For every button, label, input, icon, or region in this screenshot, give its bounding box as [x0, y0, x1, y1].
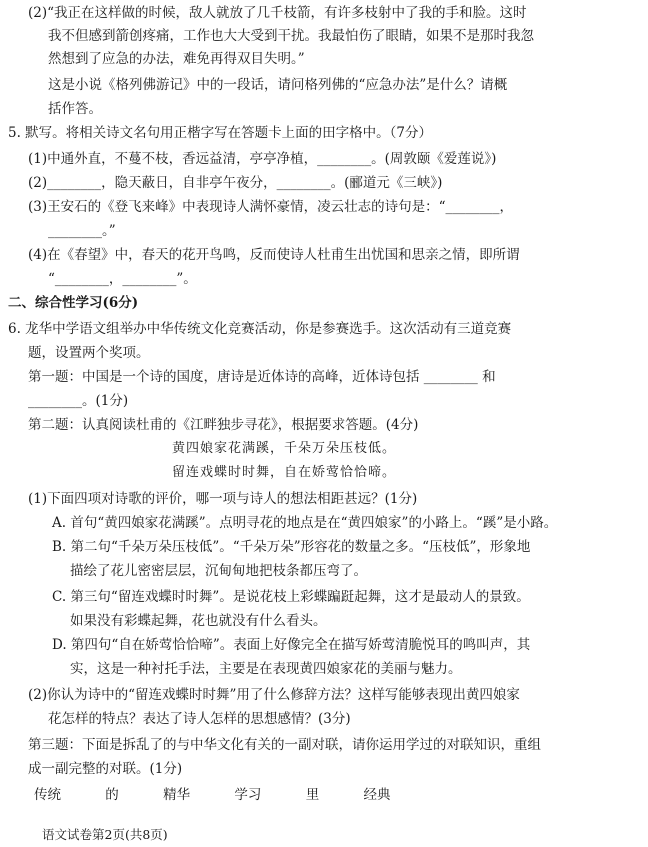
text-line: 6. 龙华中学语文组举办中华传统文化竞赛活动，你是参赛选手。这次活动有三道竞赛	[8, 321, 512, 337]
text-line: 黄四娘家花满蹊，千朵万朵压枝低。	[172, 441, 397, 456]
text-line: 二、综合性学习(6分)	[8, 295, 139, 311]
text-line: 如果没有彩蝶起舞，花也就没有什么看头。	[70, 613, 327, 629]
text-line: (2)________，隐天蔽日，自非亭午夜分，________。(郦道元《三峡》)	[28, 175, 443, 191]
couplet-words	[34, 786, 430, 804]
text-line: 题，设置两个奖项。	[28, 345, 150, 361]
couplet-word: 经典	[363, 787, 391, 803]
text-line: 5. 默写。将相关诗文名句用正楷字写在答题卡上面的田字格中。（7分）	[8, 125, 433, 141]
text-line: C. 第三句“留连戏蝶时时舞”。是说花枝上彩蝶蹁跹起舞，这才是最动人的景致。	[52, 589, 530, 605]
text-line: (2)“我正在这样做的时候，敌人就放了几千枝箭，有许多枝射中了我的手和脸。这时	[28, 5, 527, 21]
text-line: (1)下面四项对诗歌的评价，哪一项与诗人的想法相距甚远？(1分)	[28, 491, 418, 507]
couplet-word: 学习	[234, 787, 262, 803]
text-line: 这是小说《格列佛游记》中的一段话，请问格列佛的“应急办法”是什么？请概	[48, 77, 508, 93]
text-line: (1)中通外直，不蔓不枝，香远益清，亭亭净植，________。(周敦颐《爱莲说》)	[28, 151, 497, 167]
text-line: 然想到了应急的办法，难免再得双目失明。”	[48, 51, 305, 67]
text-line: 描绘了花儿密密层层，沉甸甸地把枝条都压弯了。	[70, 563, 367, 579]
text-line: 第三题：下面是拆乱了的与中华文化有关的一副对联，请你运用学过的对联知识，重组	[28, 737, 541, 753]
text-line: ________。(1分)	[28, 393, 129, 409]
text-line: D. 第四句“自在娇莺恰恰啼”。表面上好像完全在描写娇莺清脆悦耳的鸣叫声，其	[52, 637, 531, 653]
couplet-word: 里	[305, 787, 320, 803]
couplet-word: 传统	[34, 787, 61, 803]
text-line: B. 第二句“千朵万朵压枝低”。“千朵万朵”形容花的数量之多。“压枝低”，形象地	[52, 539, 531, 555]
text-line: 花怎样的特点？表达了诗人怎样的思想感情？(3分)	[48, 711, 351, 727]
couplet-word: 精华	[163, 787, 191, 803]
text-line: 留连戏蝶时时舞，自在娇莺恰恰啼。	[172, 465, 397, 480]
text-line: (3)王安石的《登飞来峰》中表现诗人满怀豪情，凌云壮志的诗句是：“________，	[28, 199, 514, 215]
text-line: 成一副完整的对联。(1分)	[28, 761, 183, 777]
text-line: 第二题：认真阅读杜甫的《江畔独步寻花》，根据要求答题。(4分)	[28, 417, 419, 433]
text-line: “________，________”。	[48, 271, 197, 287]
text-line: A. 首句“黄四娘家花满蹊”。点明寻花的地点是在“黄四娘家”的小路上。“蹊”是小路。	[52, 515, 558, 531]
text-line: 实，这是一种衬托手法，主要是在表现黄四娘家花的美丽与魅力。	[70, 661, 462, 677]
text-line: (2)你认为诗中的“留连戏蝶时时舞”用了什么修辞方法？这样写能够表现出黄四娘家	[28, 687, 520, 703]
text-line: ________。”	[48, 223, 116, 239]
text-line: 括作答。	[48, 101, 102, 117]
page-footer: 语文试卷第2页(共8页)	[42, 827, 168, 842]
text-line: 第一题：中国是一个诗的国度，唐诗是近体诗的高峰，近体诗包括 ________ 和	[28, 369, 496, 385]
text-line: 我不但感到箭创疼痛，工作也大大受到干扰。我最怕伤了眼睛，如果不是那时我忽	[48, 28, 534, 44]
text-line: (4)在《春望》中，春天的花开鸟鸣，反而使诗人杜甫生出忧国和思亲之情，即所谓	[28, 247, 520, 263]
couplet-word: 的	[105, 787, 119, 803]
